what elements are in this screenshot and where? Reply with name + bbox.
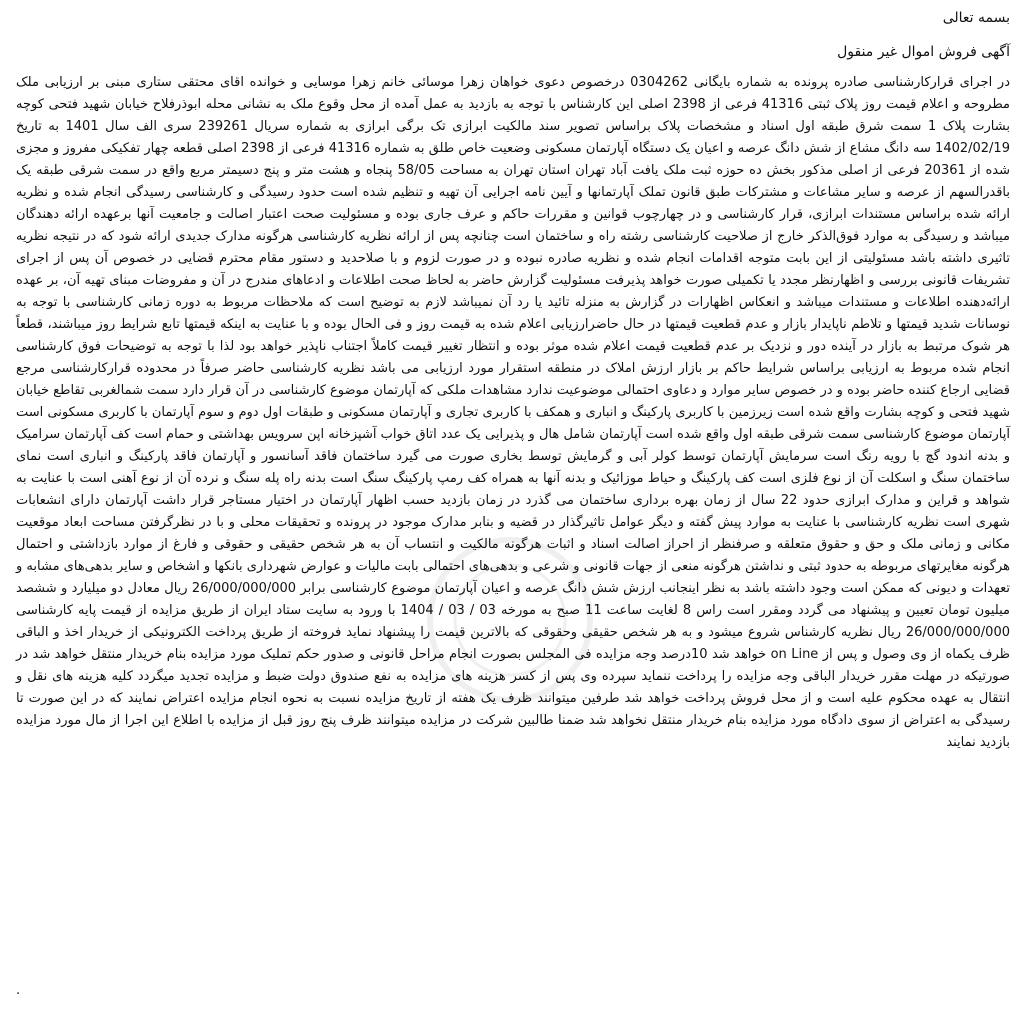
footer-mark: . [16, 983, 21, 998]
notice-title: آگهی فروش اموال غیر منقول [837, 44, 1010, 60]
basmala-heading: بسمه تعالی [942, 10, 1010, 26]
notice-body-text: در اجرای قرارکارشناسی صادره پرونده به شماره بایگانی 0304262 درخصوص دعوی خواهان زهرا موسائی خانم زهرا موسایی و خوانده اقای محتقی ستاری مبنی بر ارزیابی ملک مطروحه و اعلام قیمت روز پلاک ثبتی 41316 فرعی از 2398 اصلی این کارشناس با توجه به بازدید به عمل آمده از محل وقوع ملک به نشانی محله ابوذرفلاح خیابان شهید فتحی کوچه بشارت پلاک 1 سمت شرق طبقه اول اسناد و مشخصات پلاک براساس تصویر سند مالکیت ابرازی تک برگی ابرازی به شماره سریال 239261 سری الف سال 1401 به تاریخ 1402/02/19 سه دانگ مشاع از شش دانگ عرصه و اعیان یک دستگاه آپارتمان مسکونی وضعیت خاص طلق به شماره 41316 فرعی از 2398 اصلی قطعه چهار تفکیکی مفروز و مجزی شده از 20361 فرعی از اصلی مذکور بخش ده حوزه ثبت ملک یافت آباد تهران استان تهران به مساحت 58/05 پنجاه و هشت متر و پنج دسیمتر مربع واقع در سمت شرقی طبقه یک باقدرالسهم از عرصه و سایر مشاعات و مشترکات طبق قانون تملک آپارتمانها و آیین نامه اجرایی آن تهیه و تنظیم شده است حدود رسیدگی و کارشناسی رسیدگی انجام شده و نظریه ارائه شده براساس مستندات ابرازی، قرار کارشناسی و در چهارچوب قوانین و مقررات حاکم و عرف جاری بوده و مسئولیت صحت اعتبار اصالت و جامعیت آنها برعهده ارائه دهندگان میباشد و رسیدگی به موارد فوق‌الذکر خارج از صلاحیت کارشناسی رشته راه و ساختمان است چنانچه پس از ارائه نظریه کارشناسی هرگونه مدارک جدیدی ارائه شود که در نتیجه نظریه تاثیری داشته باشد مسئولیتی از این بابت متوجه اقدامات انجام شده و نظریه صادره نبوده و در صورت لزوم و با صلاحدید و دستور مقام محترم قضایی در خصوص آن پس از اجرای تشریفات قانونی بررسی و اظهارنظر مجدد یا تکمیلی صورت خواهد پذیرفت مسئولیت گزارش حاضر به لحاظ صحت اطلاعات و ادعاهای مندرج در آن و مفروضات مبنای تهیه آن، بر عهده ارائه‌دهنده اطلاعات و مستندات میباشد و انعکاس اظهارات در گزارش به منزله تائید یا رد آن نمیباشد لازم به توضیح است که ملاحظات مربوط به دوره زمانی کارشناسی با توجه به نوسانات شدید قیمتها و تلاطم ناپایدار بازار و عدم قطعیت قیمتها در حال حاضرارزیابی اعلام شده به قیمت روز و فی الحال بوده و با عنایت به اینکه قیمتها تابع شرایط روز میباشند، قطعاً هر شوک مرتبط به بازار در آینده دور و نزدیک بر عدم قطعیت قیمت اعلام شده موثر بوده و انتظار تغییر قیمت کاملاً اجتناب ناپذیر خواهد بود لذا با توجه به توضیحات فوق کارشناسی انجام شده مربوط به ارزیابی براساس شرایط حاکم بر بازار ارزش املاک در منطقه استقرار مورد ارزیابی می باشد نظریه کارشناسی حاضر صرفاً در محدوده قرارکارشناسی مرجع قضایی ارجاع کننده حاضر بوده و در خصوص سایر موارد و دعاوی احتمالی موضوعیت ندارد مشاهدات ملکی که آپارتمان موضوع کارشناسی در آن قرار دارد سمت شمالغربی تقاطع خیابان شهید فتحی و کوچه بشارت واقع شده است زیرزمین با کاربری پارکینگ و انباری و همکف با کاربری تجاری و آپارتمان مسکونی و طبقات اول دوم و سوم آپارتمان با کاربری مسکونی است آپارتمان موضوع کارشناسی سمت شرقی طبقه اول واقع شده است آپارتمان شامل هال و پذیرایی یک عدد اتاق خواب آشپزخانه اپن سرویس بهداشتی و حمام است کف آپارتمان سرامیک و بدنه اندود گچ با رویه رنگ است سرمایش آپارتمان توسط کولر آبی و گرمایش توسط بخاری صورت می گیرد ساختمان فاقد آسانسور و آپارتمان فاقد پارکینگ و انباری است نمای ساختمان سنگ و اسکلت آن از نوع فلزی است کف پارکینگ و حیاط موزائیک و بدنه آنها به همراه کف رمپ پارکینگ سنگ است بدنه راه پله سنگ و نرده آن از نوع آهنی است با عنایت به شواهد و قراین و مدارک ابرازی حدود 22 سال از زمان بهره برداری ساختمان می گذرد در زمان بازدید حسب اظهار آپارتمان در اختیار مستاجر قرار داشت آپارتمان دارای انشعابات شهری است نظریه کارشناسی با عنایت به موارد پیش گفته و دیگر عوامل تاثیرگذار در قضیه و بنابر مدارک موجود در پرونده و تحقیقات محلی و با در نظرگرفتن مساحت ابعاد موقعیت مکانی و زمانی ملک و حق و حقوق متعلقه و صرفنظر از احراز اصالت اسناد و اثبات هرگونه مالکیت و انتساب آن به هر شخص حقیقی و حقوقی و فارغ از موارد بازداشتی و احتمال هرگونه مغایرتهای مربوطه به حدود ثبتی و نداشتن هرگونه منعی از جهات قانونی و شرعی و بدهی‌های احتمالی بابت مالیات و عوارض شهرداری بانکها و اشخاص و سایر بدهی‌های مشابه و تعهدات و دیونی که ممکن است وجود داشته باشد به نظر اینجانب ارزش شش دانگ عرصه و اعیان آپارتمان موضوع کارشناسی برابر 26/000/000/000 ریال معادل دو میلیارد و ششصد میلیون تومان تعیین و پیشنهاد می گردد ومقرر است راس 8 لغایت ساعت 11 صبح به مورخه 03 / 03 / 1404 با ورود به سایت ستاد ایران از طریق مزایده از قیمت پایه کارشناسی 26/000/000/000 ریال نظریه کارشناس شروع میشود و به هر شخص حقیقی وحقوقی که بالاترین قیمت را پیشنهاد نماید فروخته از طریق پرداخت الکترونیکی از خریدار اخذ و الباقی ظرف یکماه از وی وصول و پس از on Line خواهد شد 10درصد وجه مزایده فی المجلس بصورت انجام مراحل قانونی و صدور حکم تملیک مورد مزایده بنام خریدار منتقل خواهد شد در صورتیکه در مهلت مقرر خریدار الباقی وجه مزایده را پرداخت ننماید سپرده وی پس از کسر هزینه های مزایده به نفع صندوق دولت ضبط و مزایده تجدید میگردد کلیه هزینه های نقل و انتقال به عهده محکوم علیه است و از محل فروش پرداخت خواهد شد طرفین میتوانند ظرف یک هفته از تاریخ مزایده نسبت به نحوه انجام مزایده اعتراض نمایند که در این صورت تا رسیدگی به اعتراض از سوی دادگاه مورد مزایده بنام خریدار منتقل نخواهد شد ضمنا طالبین شرکت در مزایده میتوانند ظرف پنج روز قبل از مزایده با اطلاع این اجرا از مال مورد مزایده بازدید نمایند [16, 75, 1010, 750]
